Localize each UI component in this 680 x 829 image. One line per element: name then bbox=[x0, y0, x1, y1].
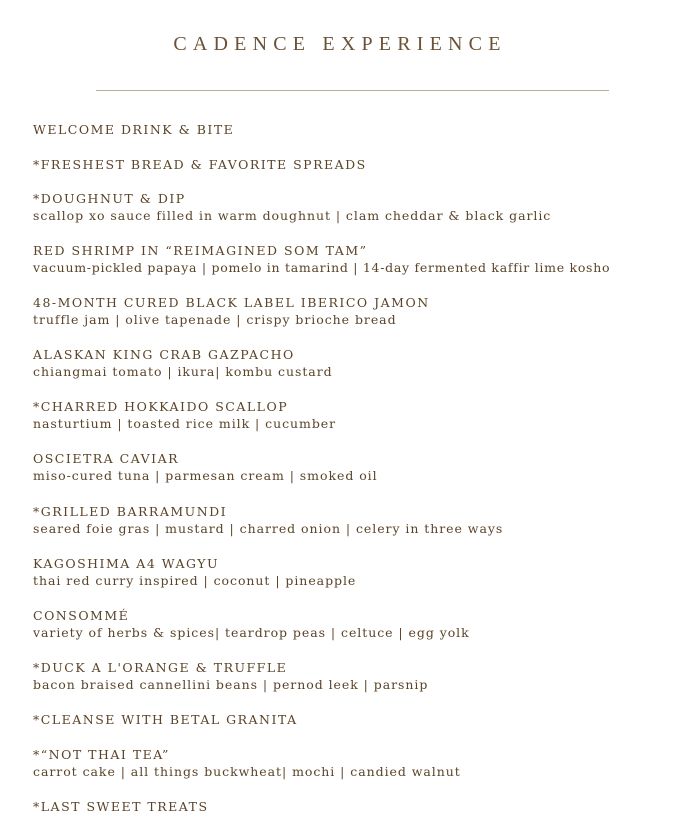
course-item bbox=[33, 746, 673, 780]
course-item bbox=[33, 555, 673, 589]
course-item bbox=[33, 121, 673, 138]
title-divider bbox=[96, 90, 609, 91]
course-item bbox=[33, 294, 673, 328]
course-item bbox=[33, 798, 673, 815]
course-name: OSCIETRA CAVIAR bbox=[33, 451, 180, 466]
course-item bbox=[33, 711, 673, 728]
course-item bbox=[33, 607, 673, 641]
course-name: RED SHRIMP IN “REIMAGINED SOM TAM” bbox=[33, 243, 368, 258]
course-item bbox=[33, 659, 673, 693]
course-name: 48-MONTH CURED BLACK LABEL IBERICO JAMON bbox=[33, 295, 430, 310]
course-name: CONSOMMÉ bbox=[33, 608, 130, 623]
course-item bbox=[33, 242, 673, 276]
course-name: KAGOSHIMA A4 WAGYU bbox=[33, 556, 220, 571]
course-description: thai red curry inspired | coconut | pineapple bbox=[33, 573, 357, 588]
course-item bbox=[33, 503, 673, 537]
course-description: truffle jam | olive tapenade | crispy brioche bread bbox=[33, 312, 397, 327]
course-description: miso-cured tuna | parmesan cream | smoked oil bbox=[33, 468, 378, 483]
course-description: bacon braised cannellini beans | pernod leek | parsnip bbox=[33, 677, 429, 692]
course-item bbox=[33, 450, 673, 484]
course-name: *CHARRED HOKKAIDO SCALLOP bbox=[33, 399, 289, 414]
course-name: *DOUGHNUT & DIP bbox=[33, 191, 186, 206]
course-name: ALASKAN KING CRAB GAZPACHO bbox=[33, 347, 295, 362]
course-description: carrot cake | all things buckwheat| mochi | candied walnut bbox=[33, 764, 461, 779]
course-description: nasturtium | toasted rice milk | cucumber bbox=[33, 416, 337, 431]
course-description: scallop xo sauce filled in warm doughnut | clam cheddar & black garlic bbox=[33, 208, 552, 223]
course-description: chiangmai tomato | ikura| kombu custard bbox=[33, 364, 333, 379]
course-name: *GRILLED BARRAMUNDI bbox=[33, 504, 228, 519]
course-name: *DUCK A L'ORANGE & TRUFFLE bbox=[33, 660, 288, 675]
course-name: *LAST SWEET TREATS bbox=[33, 799, 209, 814]
menu-title: CADENCE EXPERIENCE bbox=[173, 33, 507, 55]
course-description: vacuum-pickled papaya | pomelo in tamarind | 14-day fermented kaffir lime kosho bbox=[33, 260, 611, 275]
course-name: WELCOME DRINK & BITE bbox=[33, 122, 235, 137]
course-description: variety of herbs & spices| teardrop peas | celtuce | egg yolk bbox=[33, 625, 470, 640]
course-item bbox=[33, 156, 673, 173]
course-description: seared foie gras | mustard | charred onion | celery in three ways bbox=[33, 521, 504, 536]
course-item bbox=[33, 190, 673, 224]
course-item bbox=[33, 398, 673, 432]
course-name: *FRESHEST BREAD & FAVORITE SPREADS bbox=[33, 157, 367, 172]
course-name: *“NOT THAI TEA” bbox=[33, 747, 170, 762]
course-name: *CLEANSE WITH BETAL GRANITA bbox=[33, 712, 298, 727]
course-item bbox=[33, 346, 673, 380]
